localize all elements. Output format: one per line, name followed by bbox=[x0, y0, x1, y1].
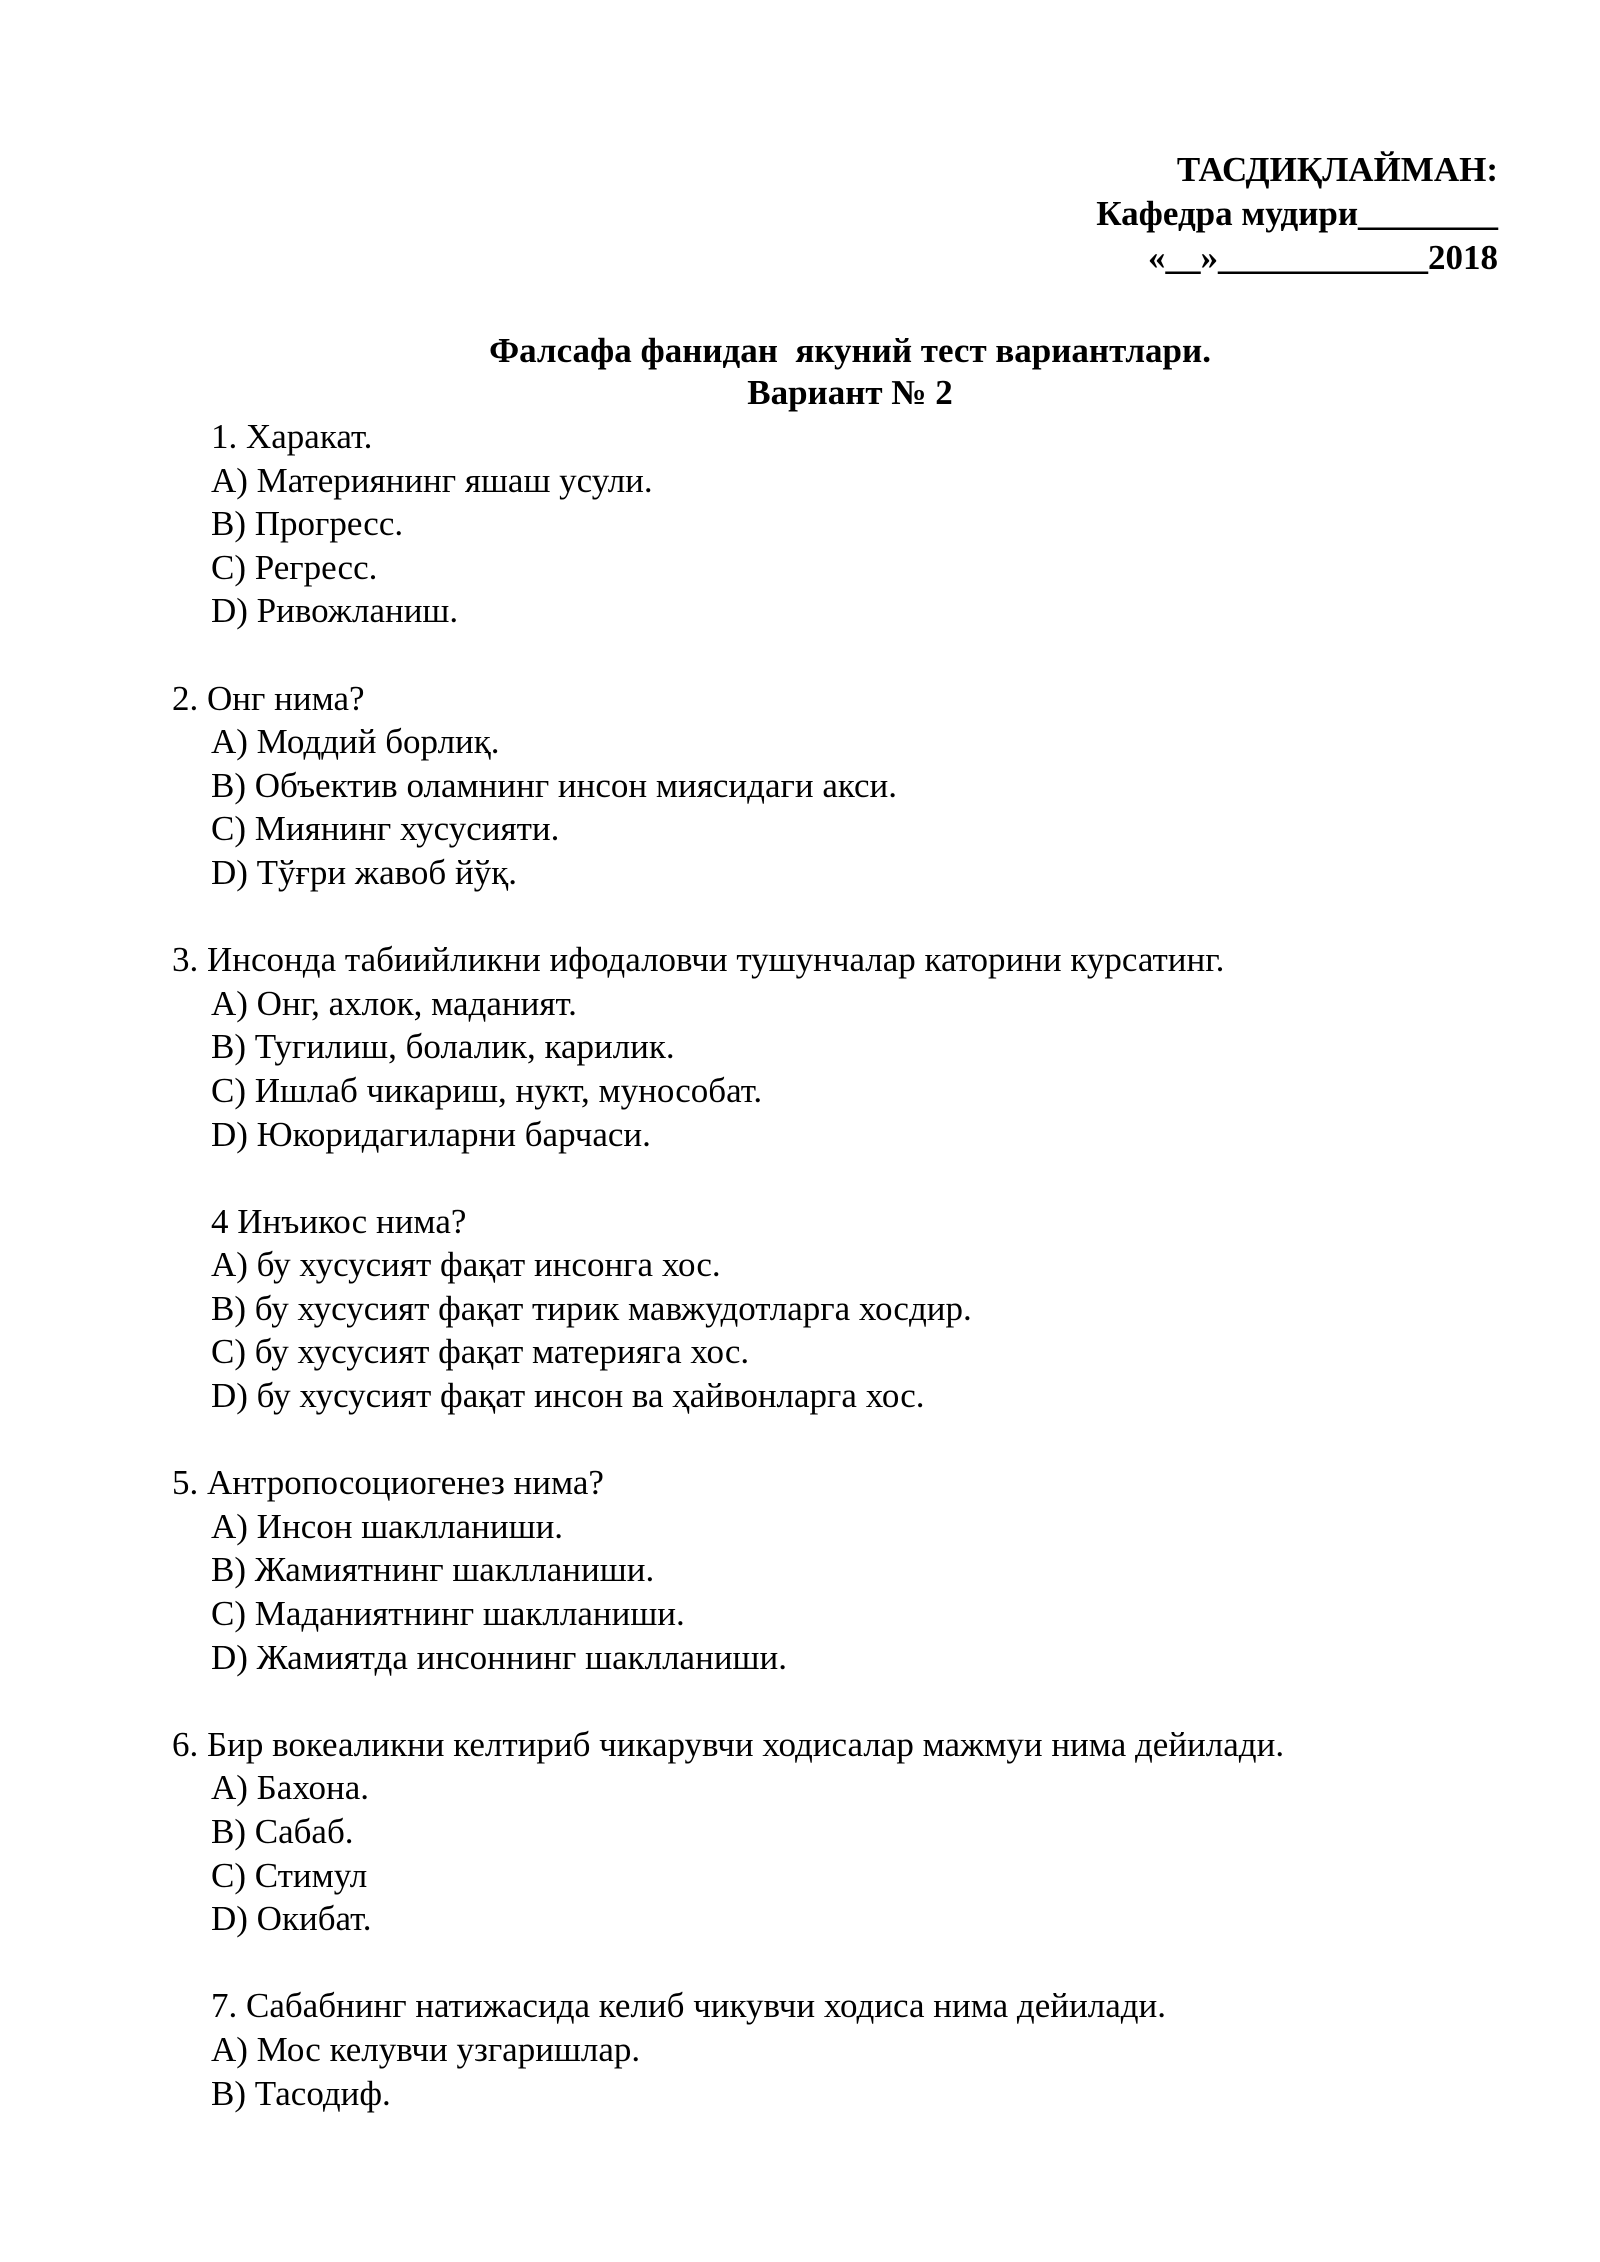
question-2 bbox=[0, 677, 1600, 895]
option-d: D) бу хусусият фақат инсон ва ҳайвонларга хос. bbox=[211, 1376, 925, 1416]
question-text: 3. Инсонда табиийликни ифодаловчи тушунчалар каторини курсатинг. bbox=[172, 940, 1225, 980]
option-c: C) Маданиятнинг шаклланиши. bbox=[211, 1594, 685, 1634]
question-text: 5. Антропосоциогенез нима? bbox=[172, 1463, 604, 1503]
option-d: D) Ривожланиш. bbox=[211, 591, 459, 631]
option-b: B) Прогресс. bbox=[211, 504, 404, 544]
title-line-1: Фалсафа фанидан якуний тест вариантлари. bbox=[489, 331, 1211, 370]
question-7 bbox=[0, 1984, 1600, 2115]
questions-list bbox=[0, 415, 1600, 2159]
head-of-department-line: Кафедра мудири________ bbox=[1096, 194, 1498, 233]
question-text: 6. Бир вокеаликни келтириб чикарувчи ходисалар мажмуи нима дейилади. bbox=[172, 1724, 1285, 1764]
option-c: C) Регресс. bbox=[211, 547, 378, 587]
question-6 bbox=[0, 1723, 1600, 1941]
date-line: «__»____________2018 bbox=[1148, 238, 1498, 277]
variant-number: Вариант № 2 bbox=[747, 373, 953, 412]
question-text: 1. Харакат. bbox=[211, 417, 373, 456]
document-title bbox=[0, 330, 1600, 414]
question-1 bbox=[0, 415, 1600, 633]
option-a: A) Онг, ахлок, маданият. bbox=[211, 983, 577, 1023]
question-5 bbox=[0, 1461, 1600, 1679]
approval-block bbox=[1096, 148, 1498, 280]
option-b: B) бу хусусият фақат тирик мавжудотларга хосдир. bbox=[211, 1288, 972, 1328]
option-a: A) Материянинг яшаш усули. bbox=[211, 460, 653, 500]
option-b: B) Тасодиф. bbox=[211, 2073, 391, 2113]
option-b: B) Объектив оламнинг инсон миясидаги акси. bbox=[211, 765, 898, 805]
option-c: C) Миянинг хусусияти. bbox=[211, 809, 560, 849]
option-a: A) бу хусусият фақат инсонга хос. bbox=[211, 1245, 721, 1285]
option-d: D) Тўғри жавоб йўқ. bbox=[211, 852, 517, 892]
option-d: D) Жамиятда инсоннинг шаклланиши. bbox=[211, 1637, 787, 1677]
option-a: A) Моддий борлиқ. bbox=[211, 722, 500, 762]
question-text: 2. Онг нима? bbox=[172, 678, 365, 718]
option-a: A) Инсон шаклланиши. bbox=[211, 1506, 564, 1546]
option-c: C) Стимул bbox=[211, 1855, 368, 1895]
question-4 bbox=[0, 1200, 1600, 1418]
option-b: B) Тугилиш, болалик, карилик. bbox=[211, 1027, 675, 1067]
option-c: C) бу хусусият фақат материяга хос. bbox=[211, 1332, 750, 1372]
option-b: B) Жамиятнинг шаклланиши. bbox=[211, 1550, 655, 1590]
question-text: 4 Инъикос нима? bbox=[211, 1201, 467, 1241]
question-text: 7. Сабабнинг натижасида келиб чикувчи ходиса нима дейилади. bbox=[211, 1986, 1167, 2026]
option-a: A) Бахона. bbox=[211, 1768, 369, 1808]
option-c: C) Ишлаб чикариш, нукт, мунособат. bbox=[211, 1070, 763, 1110]
option-d: D) Окибат. bbox=[211, 1899, 372, 1939]
approval-title: ТАСДИҚЛАЙМАН: bbox=[1176, 150, 1498, 189]
option-d: D) Юкоридагиларни барчаси. bbox=[211, 1114, 651, 1154]
option-b: B) Сабаб. bbox=[211, 1812, 354, 1851]
question-3 bbox=[0, 938, 1600, 1156]
option-a: A) Мос келувчи узгаришлар. bbox=[211, 2029, 641, 2069]
